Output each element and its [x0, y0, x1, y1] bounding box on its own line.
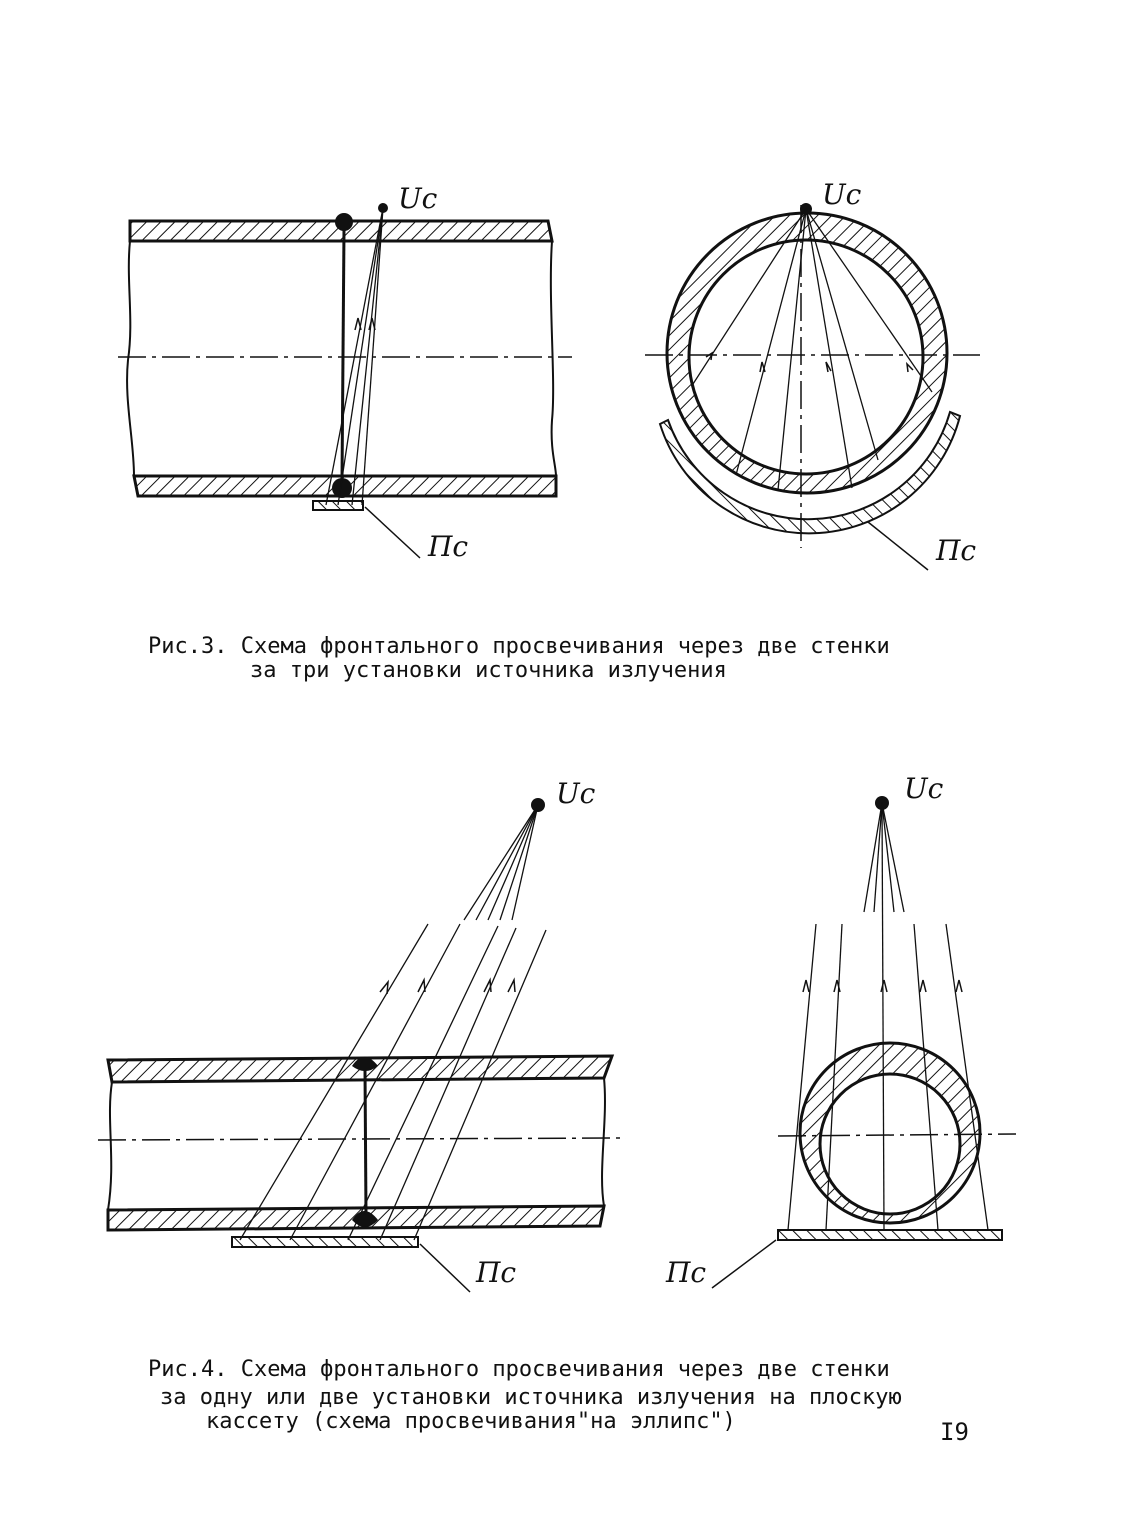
- film-label: Пс: [428, 530, 469, 563]
- figure4-caption-line3: кассету (схема просвечивания"на эллипс"): [206, 1409, 736, 1434]
- source-label: Uc: [398, 182, 438, 215]
- ray: [788, 924, 816, 1230]
- film-label: Пс: [476, 1256, 517, 1289]
- ray-arrow: [826, 362, 831, 372]
- source-label: Uc: [556, 777, 596, 810]
- pipe-break-line-left: [127, 241, 134, 476]
- ray: [806, 209, 852, 488]
- film-label: Пс: [666, 1256, 707, 1289]
- ray-arrow: [355, 318, 361, 330]
- fig3-pipe-cross-section: [645, 178, 980, 570]
- weld-seam-line: [342, 230, 344, 480]
- ray-arrow: [920, 980, 926, 992]
- ray-arrow: [760, 362, 765, 372]
- film-cassette: [313, 501, 363, 510]
- ray: [864, 803, 882, 912]
- ray: [414, 930, 546, 1240]
- ray: [882, 803, 904, 912]
- ray: [882, 803, 884, 1230]
- film-leader-line: [868, 522, 928, 570]
- pipe-break-line-right: [602, 1078, 605, 1206]
- ray: [464, 805, 538, 920]
- pipe-break-line-left: [108, 1082, 112, 1210]
- ray: [476, 805, 538, 920]
- ray: [348, 926, 498, 1240]
- weld-seam-line: [365, 1070, 366, 1215]
- page-number: I9: [940, 1418, 969, 1446]
- film-leader-line: [712, 1240, 776, 1288]
- film-leader-line: [420, 1244, 470, 1292]
- flat-film-cassette: [232, 1237, 418, 1247]
- fig4-pipe-side-view: [98, 777, 626, 1292]
- ray: [778, 209, 806, 490]
- ray-arrow: [956, 980, 962, 992]
- ray: [882, 803, 894, 912]
- ray: [488, 805, 538, 920]
- pipe-center-axis: [98, 1138, 626, 1140]
- ray-arrow: [484, 980, 491, 992]
- fig3-pipe-side-view: [118, 182, 572, 563]
- ray: [500, 805, 538, 920]
- ray: [874, 803, 882, 912]
- weld-top: [335, 213, 353, 231]
- ray: [380, 928, 516, 1240]
- ray-arrow: [881, 980, 887, 992]
- ray-arrow: [803, 980, 809, 992]
- source-label: Uc: [822, 178, 862, 211]
- ray-arrow: [907, 364, 913, 372]
- ray: [512, 805, 538, 920]
- figure3-caption-line2: за три установки источника излучения: [250, 658, 727, 683]
- pipe-break-line-right: [551, 241, 556, 476]
- figure4-caption-line2: за одну или две установки источника излучения на плоскую: [160, 1385, 902, 1410]
- source-label: Uc: [904, 772, 944, 805]
- film-label: Пс: [936, 534, 977, 567]
- flat-film-cassette: [778, 1230, 1002, 1240]
- film-leader-line: [365, 507, 420, 558]
- ray-arrow: [508, 980, 515, 992]
- figure3-caption-line1: Рис.3. Схема фронтального просвечивания через две стенки: [148, 634, 890, 659]
- figure4-caption-line1: Рис.4. Схема фронтального просвечивания через две стенки: [148, 1357, 890, 1382]
- pipe-wall-ring: [800, 1043, 980, 1223]
- ray-arrow: [380, 982, 388, 994]
- ray-arrow: [369, 318, 375, 330]
- fig4-pipe-cross-section: [665, 772, 1016, 1289]
